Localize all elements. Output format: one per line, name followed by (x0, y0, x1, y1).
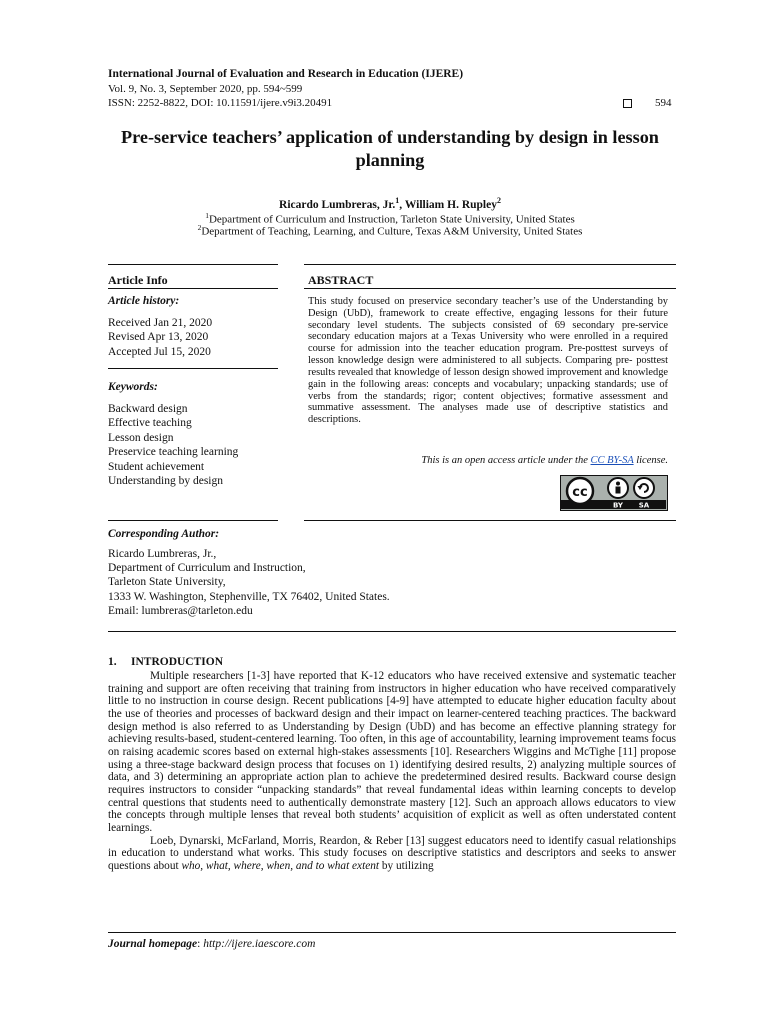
journal-name: International Journal of Evaluation and Research in Education (IJERE) (108, 68, 464, 80)
cc-badge-text: cc (572, 485, 588, 500)
homepage-link[interactable]: http://ijere.iaescore.com (203, 938, 316, 950)
divider (108, 368, 278, 369)
abstract-heading: ABSTRACT (308, 273, 374, 287)
author-list (100, 196, 680, 211)
intro-body (108, 670, 676, 873)
author-sep: , (399, 198, 405, 211)
corresponding-line: Department of Curriculum and Instruction, (108, 562, 306, 575)
intro-text: by utilizing (379, 859, 434, 872)
affiliation-2 (100, 223, 680, 238)
issn-doi: ISSN: 2252-8822, DOI: 10.11591/ijere.v9i3.20491 (108, 97, 333, 109)
intro-heading: 1. INTRODUCTION (108, 656, 224, 668)
history-item: Revised Apr 13, 2020 (108, 331, 209, 344)
intro-paragraph: Multiple researchers [1-3] have reported that K-12 educators who have received extensive and systematic teacher training and support are often receiving that training from instructors in higher education who have received comparatively little to no instruction in course design. Recent publications [4-9] have attempted to educate higher education faculty about the use of theories and processes of backward design and their impact on learner-centered teaching practices. The backward design method is also referred to as Understanding by Design (UbD) and has become an effective planning strategy for achieving results-based, student-centered learning. Too often, in this age of accountability, learning improvement teams focus on raising academic scores based on external high-stakes assessments [10]. Researchers Wiggins and McTighe [11] propose using a three-stage backward design process that focuses on 1) identifying desired results, 2) analyzing multiple sources of data, and 3) determining an appropriate action plan to achieve the predetermined desired results. Backward course design requires instructors to consider “unpacking standards” that reveal fundamental ideas within learning concepts to develop central questions that students need to authentically demonstrate mastery [12]. Such an approach allows educators to view the concepts through multiple lenses that reveal both students’ acquisition of explicit as well as often understated content learnings. (108, 670, 676, 834)
author-name: Ricardo Lumbreras, Jr. (279, 198, 396, 211)
affiliation-text: Department of Curriculum and Instruction, Tarleton State University, United States (208, 213, 575, 226)
open-access-note (398, 455, 668, 466)
history-item: Accepted Jul 15, 2020 (108, 345, 211, 358)
oa-prefix: This is an open access article under the (421, 455, 591, 466)
corresponding-line: 1333 W. Washington, Stephenville, TX 76402, United States. (108, 590, 390, 603)
keyword: Effective teaching (108, 417, 192, 430)
author-name: William H. Rupley (404, 198, 497, 211)
author-sup: 1 (395, 196, 400, 205)
page-number: 594 (655, 97, 672, 109)
keyword: Backward design (108, 403, 188, 415)
corresponding-label: Corresponding Author: (108, 528, 220, 540)
article-history-list (108, 316, 212, 359)
affiliation-sup: 2 (197, 223, 202, 232)
cc-by-sa-icon (561, 476, 666, 509)
rule-article-info-bottom (108, 520, 278, 521)
affiliation-sup: 1 (205, 211, 209, 220)
keyword: Student achievement (108, 460, 205, 473)
by-label: BY (612, 501, 624, 509)
cc-license-badge[interactable] (560, 475, 668, 511)
affiliation-text: Department of Teaching, Learning, and Culture, Texas A&M University, United States (201, 225, 583, 238)
keyword: Understanding by design (108, 475, 223, 488)
history-item: Received Jan 21, 2020 (108, 317, 213, 329)
sa-label: SA (638, 501, 650, 509)
corresponding-line: Tarleton State University, (108, 576, 226, 589)
volume-info: Vol. 9, No. 3, September 2020, pp. 594~599 (108, 83, 303, 95)
corresponding-details (108, 547, 528, 618)
abstract-text: This study focused on preservice secondary teacher’s use of the Understanding by Design (UbD), framework to create effective, engaging lessons for their future secondary level students. The subjects consisted of 69 secondary pre-service secondary education majors at a Texas University who were enrolled in a required course for admission into the teacher education program. Pre-posttest surveys of lesson knowledge design were administered to all subjects. Comparing pre- posttest results revealed that knowledge of lesson design showed improvement and knowledge gain in the following areas: concepts and vocabulary; unpacking standards; use of verbs from the standards; rigor; content objectives; formative assessment and summative assessment. The analyses made use of descriptive statistics and descriptions. (308, 296, 668, 426)
journal-homepage: Journal homepage: http://ijere.iaescore.com (108, 938, 316, 950)
oa-suffix: license. (633, 455, 668, 466)
corresponding-line: Ricardo Lumbreras, Jr., (108, 548, 217, 560)
rule-article-info (108, 264, 278, 265)
rule-footer (108, 932, 676, 933)
keyword: Lesson design (108, 431, 174, 444)
square-icon (623, 99, 632, 108)
intro-emphasis: who, what, where, when, and to what extent (181, 859, 380, 872)
intro-paragraph (108, 835, 676, 873)
cc-by-sa-link[interactable]: CC BY-SA (590, 455, 634, 466)
paper-title: Pre-service teachers’ application of understanding by design in lesson planning (121, 127, 659, 170)
keywords-label: Keywords: (108, 381, 158, 393)
divider (304, 288, 676, 289)
rule-abstract (304, 264, 676, 265)
homepage-label: Journal homepage (108, 938, 198, 950)
keyword: Preservice teaching learning (108, 446, 239, 459)
keywords-list (108, 402, 238, 488)
article-info-heading: Article Info (108, 273, 168, 287)
rule-section (108, 631, 676, 632)
rule-abstract-bottom (304, 520, 676, 521)
divider (108, 288, 278, 289)
intro-text: Loeb, Dynarski, McFarland, Morris, Reardon, & Reber [13] suggest educators need to identify casual relationships in education to understand what works. This study focuses on descriptive statistics and descriptors and seeks to answer questions about (108, 834, 676, 872)
corresponding-email: Email: lumbreras@tarleton.edu (108, 604, 253, 617)
author-sup: 2 (496, 196, 501, 205)
article-history-label: Article history: (108, 295, 180, 307)
